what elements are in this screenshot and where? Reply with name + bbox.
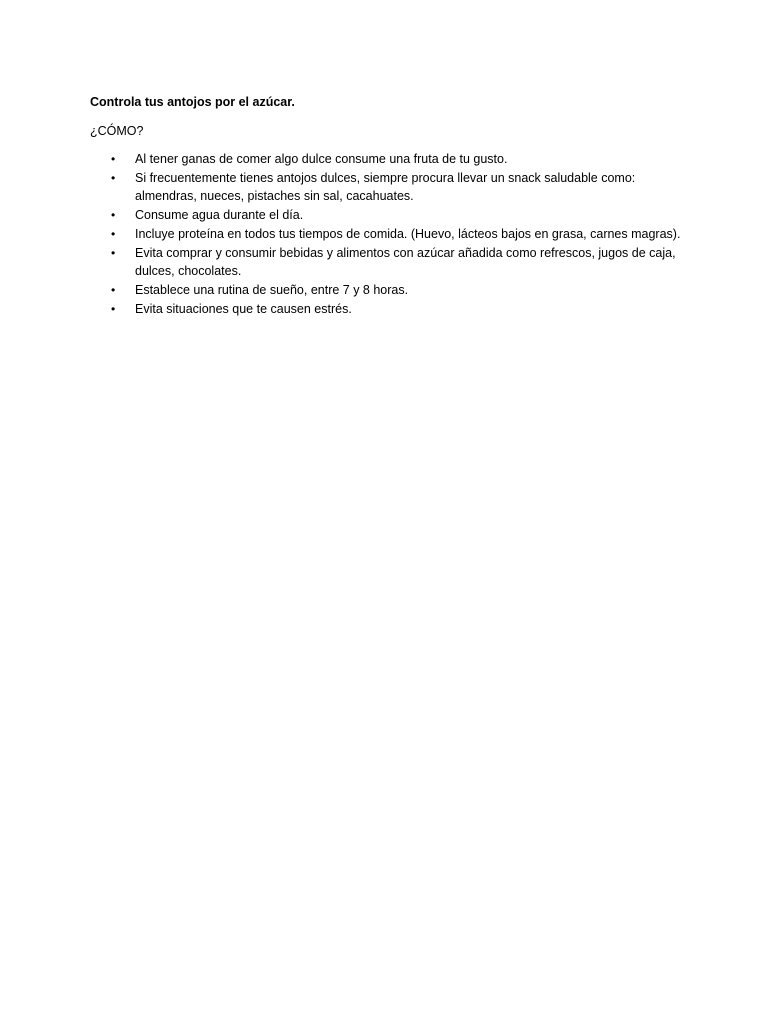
bullet-list — [90, 150, 690, 318]
list-item — [90, 225, 690, 244]
list-item — [90, 150, 690, 169]
list-item-text: Consume agua durante el día. — [135, 208, 304, 223]
list-item — [90, 206, 690, 225]
list-item — [90, 281, 690, 300]
document-title: Controla tus antojos por el azúcar. — [90, 95, 295, 109]
list-item-text: Evita situaciones que te causen estrés. — [135, 301, 352, 316]
list-item-text: Evita comprar y consumir bebidas y alimentos con azúcar añadida como refrescos, jugos de caja, dulces, chocolates. — [135, 245, 676, 279]
list-item-text: Si frecuentemente tienes antojos dulces, siempre procura llevar un snack saludable como: almendras, nueces, pistaches sin sal, cacahuates. — [135, 170, 636, 204]
bullet-icon: • — [111, 301, 116, 316]
list-item — [90, 300, 690, 319]
list-item-text: Al tener ganas de comer algo dulce consume una fruta de tu gusto. — [135, 152, 508, 166]
document-content — [90, 94, 690, 318]
list-item-text: Incluye proteína en todos tus tiempos de comida. (Huevo, lácteos bajos en grasa, carnes magras). — [135, 226, 681, 241]
bullet-icon: • — [111, 208, 116, 223]
document-subtitle: ¿CÓMO? — [90, 124, 144, 138]
list-item-text: Establece una rutina de sueño, entre 7 y 8 horas. — [135, 282, 409, 297]
bullet-icon: • — [111, 226, 116, 241]
bullet-icon: • — [111, 152, 116, 166]
bullet-icon: • — [111, 245, 116, 260]
list-item — [90, 244, 690, 281]
list-item — [90, 169, 690, 206]
bullet-icon: • — [111, 282, 116, 297]
bullet-icon: • — [111, 170, 116, 185]
